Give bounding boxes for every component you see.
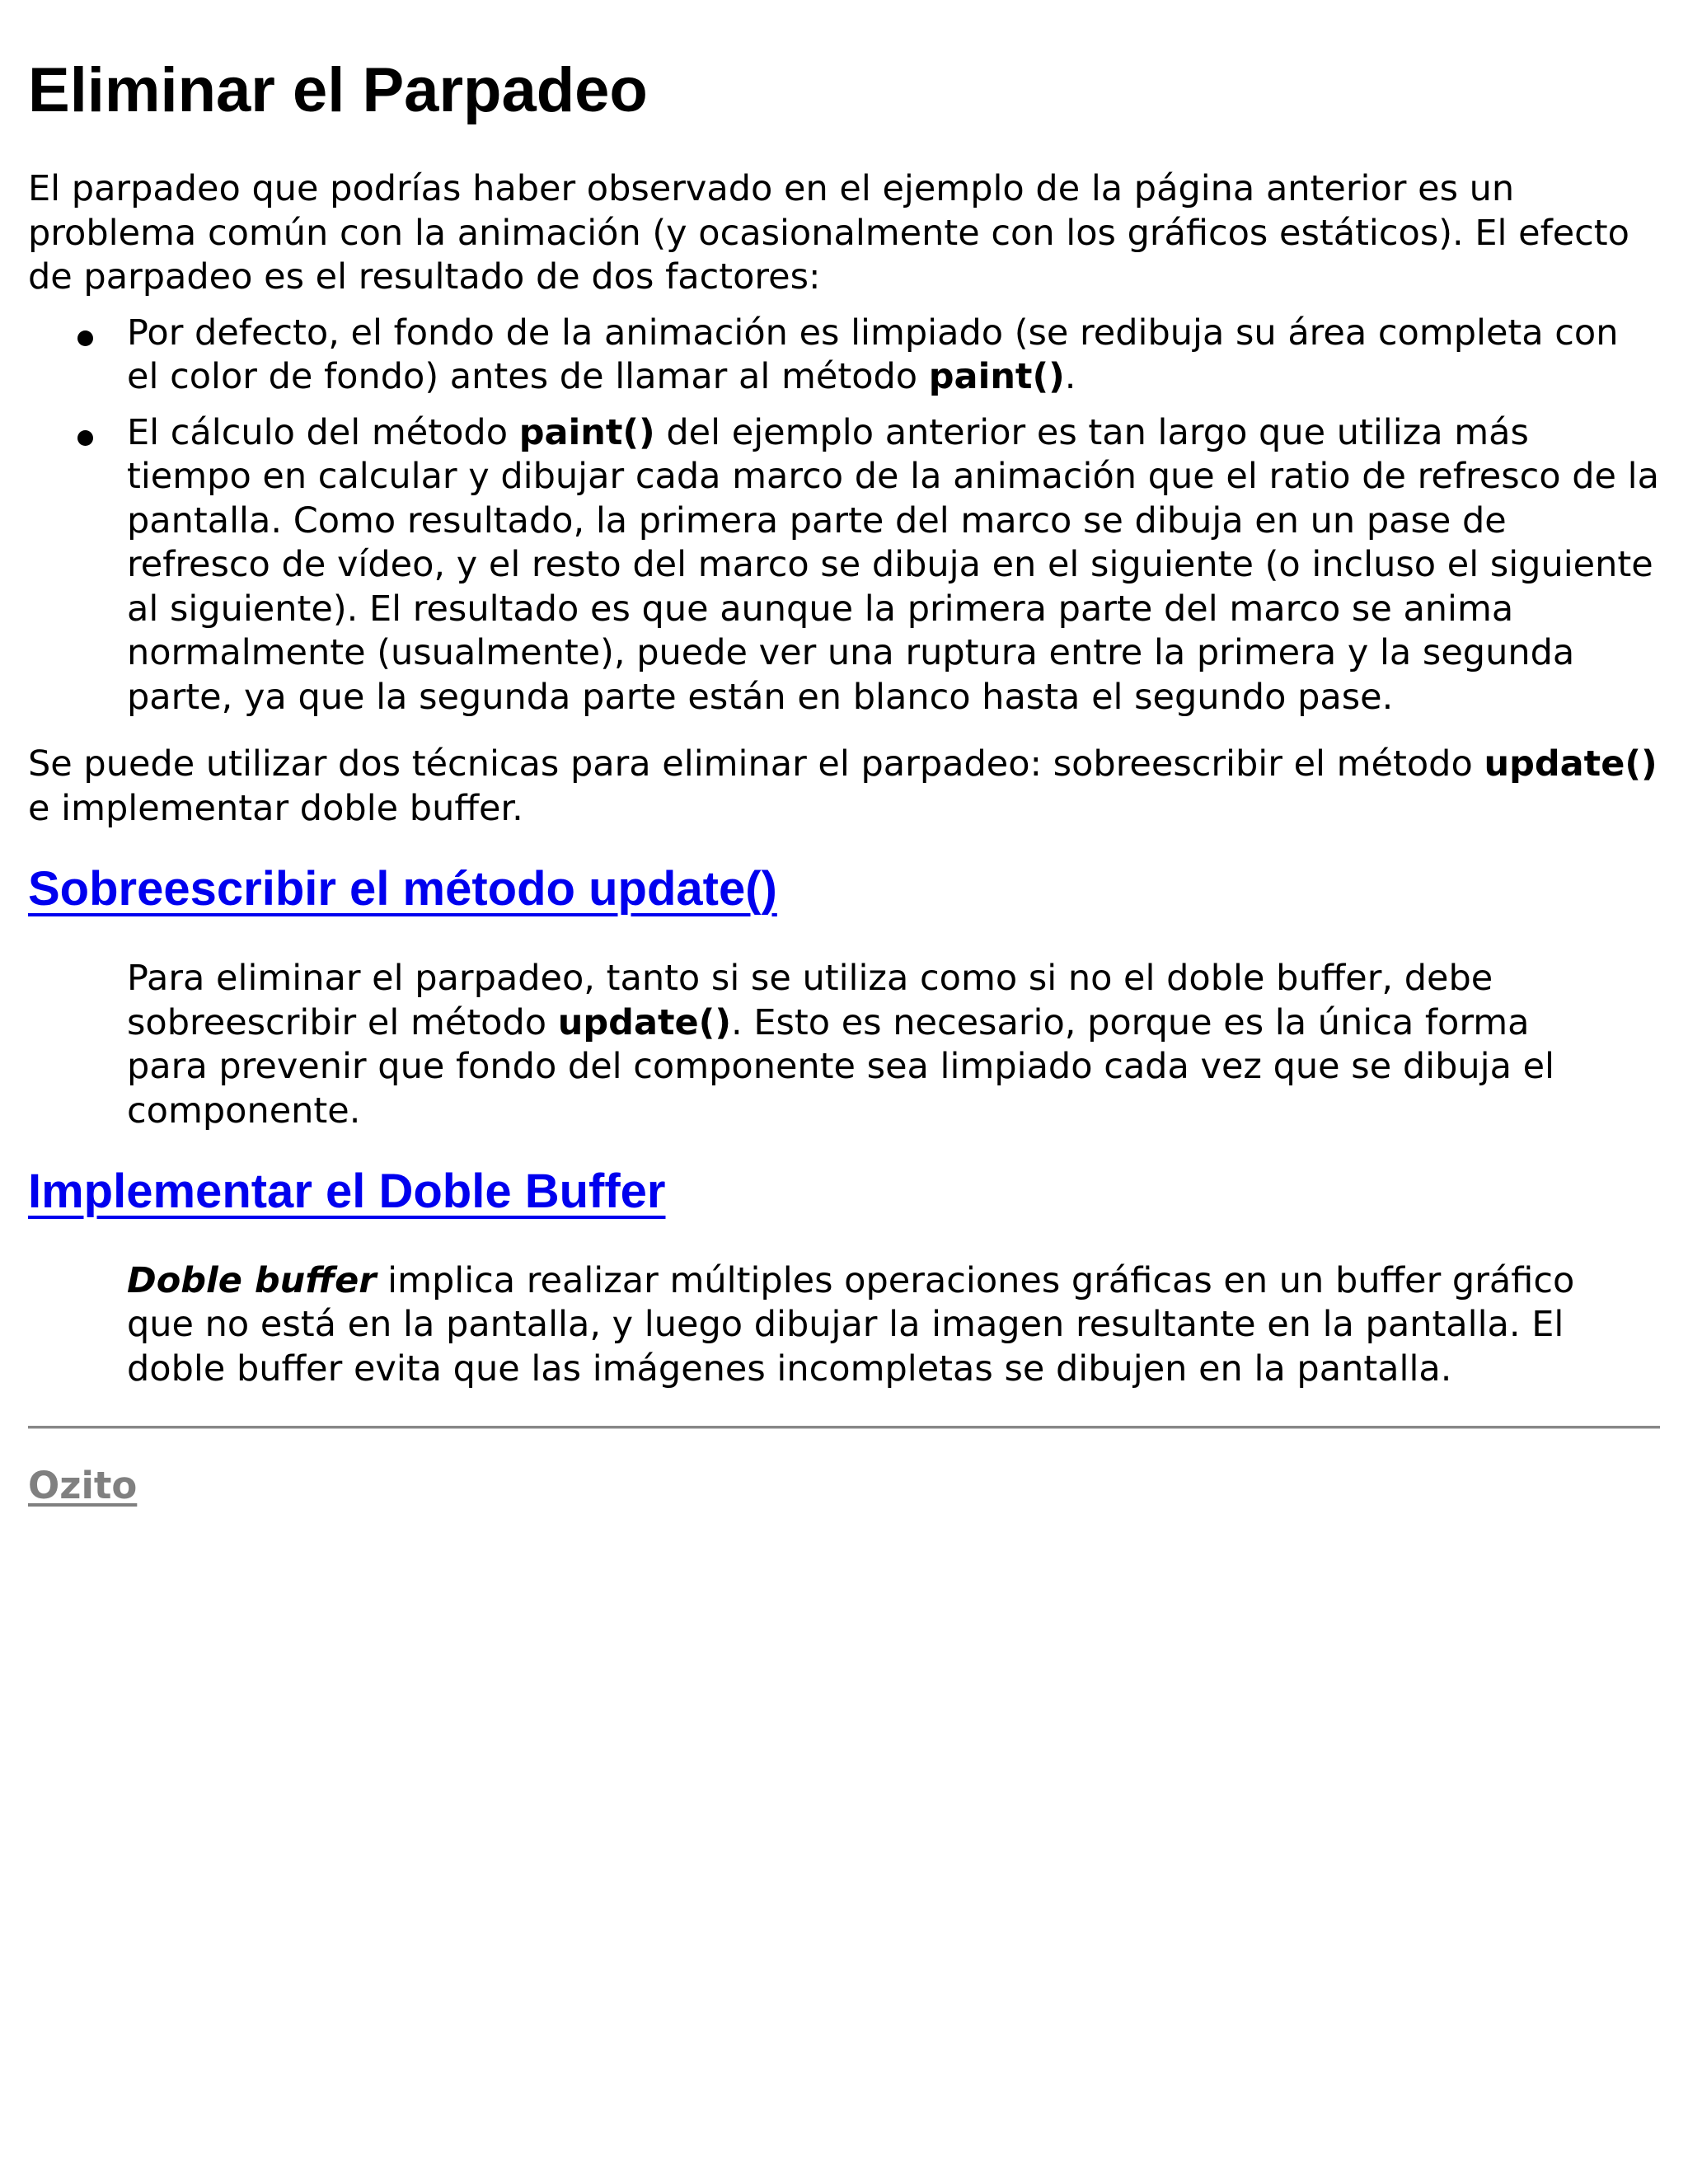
bullet-text: Por defecto, el fondo de la animación es limpiado (se redibuja su área completa con el color de fondo) antes de llamar al método [127, 312, 1619, 398]
update-text: . Esto es necesario, porque es la única forma para prevenir que fondo del componente sea limpiado cada vez que se dibuja el componente. [127, 1001, 1554, 1132]
techniques-text: e implementar doble buffer. [28, 787, 523, 829]
page-title: Eliminar el Parpadeo [28, 55, 648, 125]
techniques-text: Se puede utilizar dos técnicas para eliminar el parpadeo: sobreescribir el método [28, 743, 1484, 785]
code-paint: paint() [928, 356, 1065, 398]
footer [28, 1464, 1660, 1507]
double-buffer-term: Doble buffer [127, 1259, 377, 1301]
code-update: update() [557, 1001, 731, 1043]
code-update: update() [1484, 743, 1658, 785]
bullet-text: . [1064, 356, 1076, 398]
section-heading-double-buffer [28, 1165, 1660, 1220]
update-paragraph [127, 957, 1611, 1133]
factor-list [28, 312, 1660, 720]
page-content [28, 0, 1660, 1507]
double-buffer-section-link[interactable]: Implementar el Doble Buffer [28, 1165, 666, 1219]
divider [28, 1426, 1660, 1429]
techniques-paragraph [28, 743, 1660, 831]
ozito-link[interactable]: Ozito [28, 1464, 138, 1508]
intro-paragraph: El parpadeo que podrías haber observado en el ejemplo de la página anterior es un problema común con la animación (y ocasionalmente con los gráficos estáticos). El efecto de parpadeo es el resultado de dos factores: [28, 168, 1629, 298]
bullet-text: El cálculo del método [127, 411, 519, 453]
update-section-link[interactable]: Sobreescribir el método update() [28, 862, 777, 916]
double-buffer-text: implica realizar múltiples operaciones gráficas en un buffer gráfico que no está en la pantalla, y luego dibujar la imagen resultante en la pantalla. El doble buffer evita que las imágenes incompletas se dibujen en la pantalla. [127, 1259, 1575, 1390]
update-text: Para eliminar el parpadeo, tanto si se utiliza como si no el doble buffer, debe sobreescribir el método [127, 958, 1493, 1043]
section-heading-update [28, 862, 1660, 917]
code-paint: paint() [518, 411, 655, 453]
bullet-text: del ejemplo anterior es tan largo que utiliza más tiempo en calcular y dibujar cada marco de la animación que el ratio de refresco de la pantalla. Como resultado, la primera parte del marco se dibuja en un pase de refresco de vídeo, y el resto del marco se dibuja en el siguiente (o incluso el siguiente al siguiente). El resultado es que aunque la primera parte del marco se anima normalmente (usualmente), puede ver una ruptura entre la primera y la segunda parte, ya que la segunda parte están en blanco hasta el segundo pase. [127, 411, 1659, 718]
double-buffer-paragraph [127, 1259, 1611, 1392]
list-item [127, 411, 1660, 720]
list-item [127, 312, 1660, 400]
